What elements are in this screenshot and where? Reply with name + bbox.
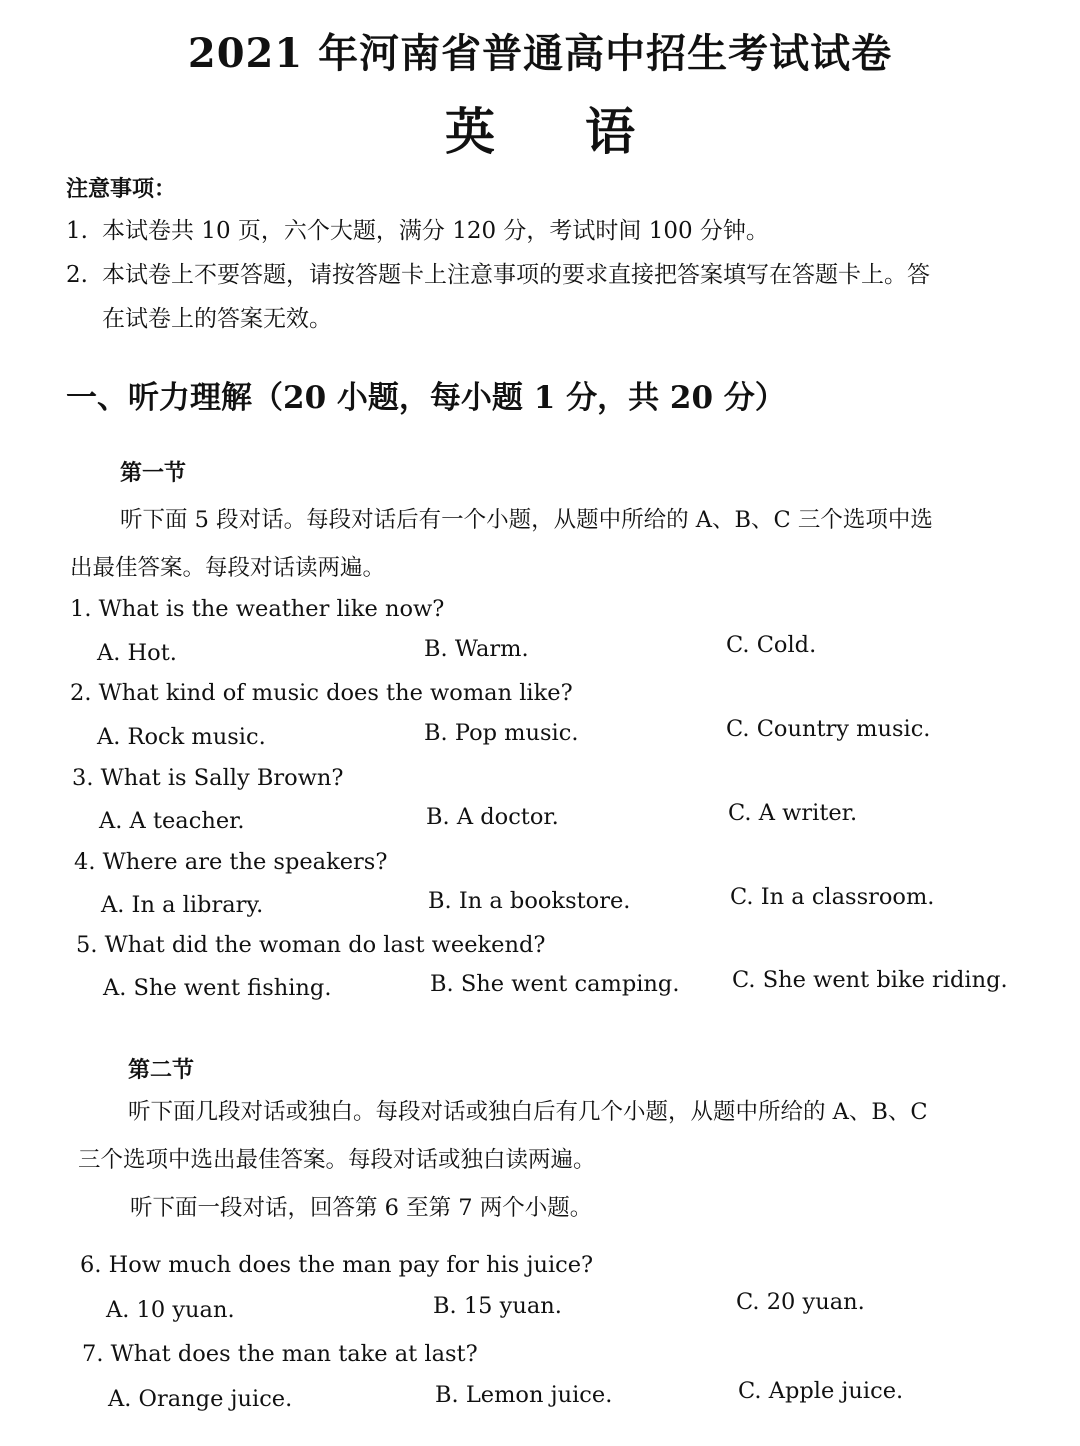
question-1: 1. What is the weather like now?	[70, 596, 445, 622]
option-4a: A. In a library.	[101, 892, 264, 918]
question-2: 2. What kind of music does the woman like?	[70, 680, 573, 706]
question-5: 5. What did the woman do last weekend?	[76, 932, 546, 958]
question-6: 6. How much does the man pay for his juice?	[80, 1252, 594, 1278]
part2-instruction-line2: 三个选项中选出最佳答案。每段对话或独白读两遍。	[78, 1147, 596, 1173]
option-2a: A. Rock music.	[97, 724, 266, 750]
option-4c: C. In a classroom.	[730, 884, 935, 910]
part1-heading: 第一节	[120, 460, 187, 486]
option-6a: A. 10 yuan.	[106, 1297, 235, 1323]
note-item-1	[66, 212, 769, 245]
note-item-2	[66, 256, 930, 289]
question-4: 4. Where are the speakers?	[74, 849, 388, 875]
part2-heading: 第二节	[128, 1057, 195, 1083]
option-3a: A. A teacher.	[99, 808, 245, 834]
subject-title: 英语	[445, 102, 725, 161]
option-7b: B. Lemon juice.	[435, 1382, 613, 1408]
option-2c: C. Country music.	[726, 716, 931, 742]
question-3: 3. What is Sally Brown?	[72, 765, 344, 791]
notes-heading: 注意事项：	[66, 176, 177, 202]
note-item-2-continued: 在试卷上的答案无效。	[102, 306, 332, 332]
option-2b: B. Pop music.	[424, 720, 579, 746]
part2-instruction-line1: 听下面几段对话或独白。每段对话或独白后有几个小题，从题中所给的 A、B、C	[128, 1099, 928, 1125]
note-text: 本试卷上不要答题，请按答题卡上注意事项的要求直接把答案填写在答题卡上。答	[102, 262, 930, 288]
option-1b: B. Warm.	[424, 636, 529, 662]
note-text: 本试卷共 10 页，六个大题，满分 120 分，考试时间 100 分钟。	[102, 218, 769, 244]
option-4b: B. In a bookstore.	[428, 888, 631, 914]
option-5b: B. She went camping.	[430, 971, 680, 997]
option-6c: C. 20 yuan.	[736, 1289, 865, 1315]
option-7a: A. Orange juice.	[108, 1386, 293, 1412]
option-7c: C. Apple juice.	[738, 1378, 904, 1404]
exam-title: 2021 年河南省普通高中招生考试试卷	[187, 30, 893, 77]
question-7: 7. What does the man take at last?	[82, 1341, 478, 1367]
option-6b: B. 15 yuan.	[433, 1293, 562, 1319]
section-heading-listening: 一、听力理解（20 小题，每小题 1 分，共 20 分）	[66, 380, 786, 416]
option-5c: C. She went bike riding.	[732, 967, 1008, 993]
option-5a: A. She went fishing.	[103, 975, 332, 1001]
option-3c: C. A writer.	[728, 800, 858, 826]
note-number: 1.	[66, 218, 88, 244]
option-1c: C. Cold.	[726, 632, 817, 658]
option-3b: B. A doctor.	[426, 804, 559, 830]
note-number: 2.	[66, 262, 88, 288]
part1-instruction-line2: 出最佳答案。每段对话读两遍。	[70, 555, 386, 581]
part1-instruction-line1: 听下面 5 段对话。每段对话后有一个小题，从题中所给的 A、B、C 三个选项中选	[120, 507, 933, 533]
part2-instruction-line3: 听下面一段对话，回答第 6 至第 7 两个小题。	[130, 1195, 593, 1221]
option-1a: A. Hot.	[97, 640, 177, 666]
